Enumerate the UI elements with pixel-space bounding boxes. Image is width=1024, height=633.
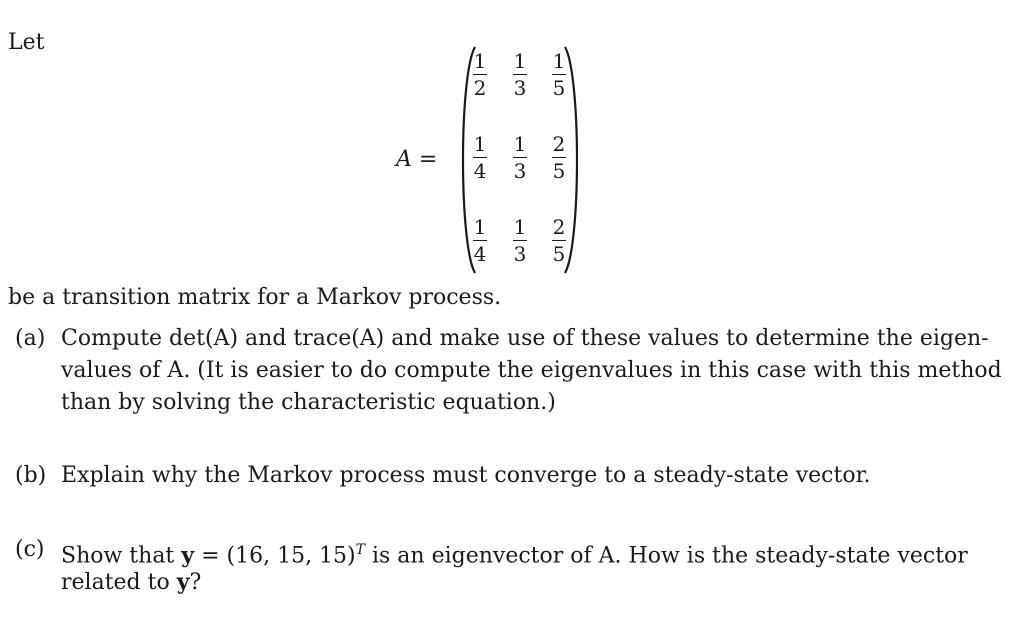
part-a-label: (a) bbox=[15, 326, 46, 351]
entry-denominator: 5 bbox=[552, 76, 566, 101]
intro-text: Let bbox=[8, 30, 45, 55]
entry-numerator: 1 bbox=[513, 215, 527, 239]
question-mark: ? bbox=[189, 570, 202, 595]
vector-y: y bbox=[181, 542, 195, 569]
entry-denominator: 5 bbox=[552, 159, 566, 184]
part-a-line-2: values of A. (It is easier to do compute the eigenvalues in this case with this method bbox=[61, 358, 1002, 383]
entry-denominator: 4 bbox=[473, 159, 487, 184]
transition-matrix bbox=[455, 45, 585, 275]
matrix-entry-1-2 bbox=[507, 50, 533, 99]
entry-numerator: 1 bbox=[552, 49, 566, 73]
part-c-intro: Show that bbox=[61, 543, 175, 569]
matrix-entry-3-3 bbox=[546, 216, 572, 265]
part-c-label: (c) bbox=[15, 537, 45, 562]
matrix-entry-2-2 bbox=[507, 133, 533, 182]
matrix-entry-2-3 bbox=[546, 133, 572, 182]
part-a-line-1: Compute det(A) and trace(A) and make use of these values to determine the eigen- bbox=[61, 326, 989, 351]
part-a-line-3: than by solving the characteristic equation.) bbox=[61, 390, 556, 415]
part-b-label: (b) bbox=[15, 463, 47, 488]
entry-numerator: 1 bbox=[473, 215, 487, 239]
part-c-line-2 bbox=[61, 566, 201, 599]
vector-y: y bbox=[176, 569, 190, 595]
matrix-entry-1-1 bbox=[467, 50, 493, 99]
vector-equation: = (16, 15, 15) bbox=[201, 543, 356, 569]
entry-denominator: 3 bbox=[513, 159, 527, 184]
matrix-entry-3-2 bbox=[507, 216, 533, 265]
entry-numerator: 1 bbox=[473, 132, 487, 156]
entry-denominator: 3 bbox=[513, 76, 527, 101]
part-b-line-1: Explain why the Markov process must converge to a steady-state vector. bbox=[61, 463, 871, 488]
matrix-entry-2-1 bbox=[467, 133, 493, 182]
entry-denominator: 5 bbox=[552, 242, 566, 267]
entry-numerator: 1 bbox=[513, 132, 527, 156]
part-c-line-2-text: related to bbox=[61, 570, 170, 595]
entry-denominator: 3 bbox=[513, 242, 527, 267]
entry-numerator: 2 bbox=[552, 215, 566, 239]
matrix-entry-3-1 bbox=[467, 216, 493, 265]
transpose-superscript: T bbox=[355, 542, 365, 558]
part-c-question: is an eigenvector of A. How is the steady-state vector bbox=[371, 543, 968, 569]
entry-numerator: 2 bbox=[552, 132, 566, 156]
entry-denominator: 2 bbox=[473, 76, 487, 101]
entry-numerator: 1 bbox=[473, 49, 487, 73]
matrix-label: A = bbox=[396, 147, 438, 172]
matrix-entry-1-3 bbox=[546, 50, 572, 99]
entry-denominator: 4 bbox=[473, 242, 487, 267]
entry-numerator: 1 bbox=[513, 49, 527, 73]
problem-statement: be a transition matrix for a Markov process. bbox=[8, 285, 502, 310]
